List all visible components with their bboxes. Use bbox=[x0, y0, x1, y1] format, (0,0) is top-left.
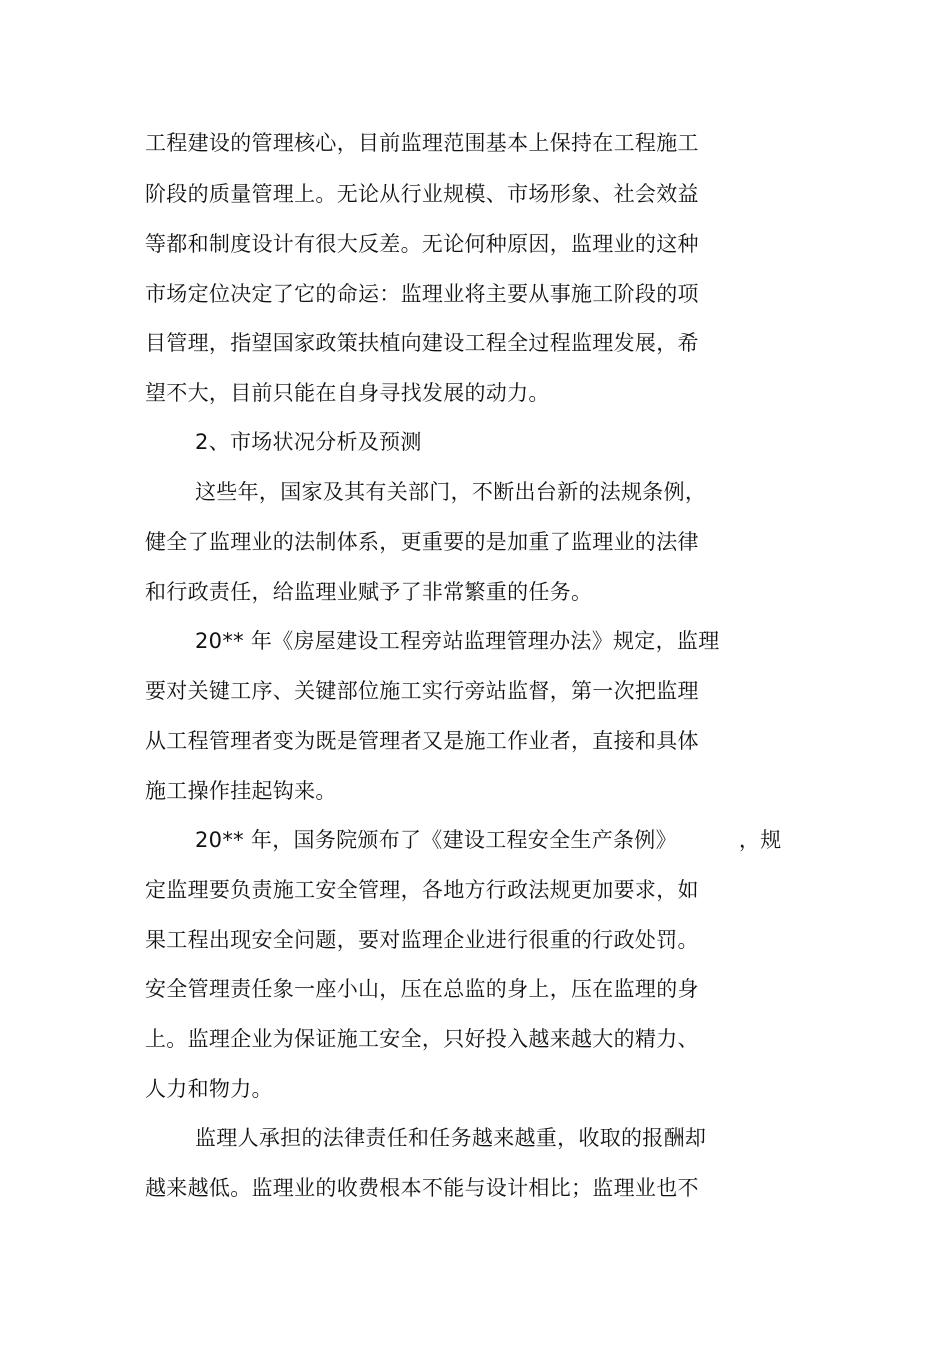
text-line: 目管理，指望国家政策扶植向建设工程全过程监理发展，希 bbox=[145, 331, 699, 355]
section-heading: 2、市场状况分析及预测 bbox=[195, 430, 422, 454]
text-line: 工程建设的管理核心，目前监理范围基本上保持在工程施工 bbox=[145, 131, 699, 155]
text-line: 健全了监理业的法制体系，更重要的是加重了监理业的法律 bbox=[145, 530, 699, 554]
text-line: 阶段的质量管理上。无论从行业规模、市场形象、社会效益 bbox=[145, 182, 699, 206]
text-line: 上。监理企业为保证施工安全，只好投入越来越大的精力、 bbox=[145, 1027, 699, 1051]
text-line: 果工程出现安全问题，要对监理企业进行很重的行政处罚。 bbox=[145, 928, 699, 952]
text-line: 越来越低。监理业的收费根本不能与设计相比；监理业也不 bbox=[145, 1176, 699, 1200]
text-line: 这些年，国家及其有关部门，不断出台新的法规条例， bbox=[195, 480, 707, 504]
text-line: 20** 年《房屋建设工程旁站监理管理办法》规定，监理 bbox=[195, 629, 720, 653]
text-line: 监理人承担的法律责任和任务越来越重，收取的报酬却 bbox=[195, 1126, 707, 1150]
text-line: 市场定位决定了它的命运：监理业将主要从事施工阶段的项 bbox=[145, 282, 699, 306]
text-line: 从工程管理者变为既是管理者又是施工作业者，直接和具体 bbox=[145, 729, 699, 753]
text-line: 定监理要负责施工安全管理，各地方行政法规更加要求，如 bbox=[145, 878, 699, 902]
text-line: 和行政责任，给监理业赋予了非常繁重的任务。 bbox=[145, 580, 593, 604]
text-line: 望不大，目前只能在自身寻找发展的动力。 bbox=[145, 381, 550, 405]
text-line: 施工操作挂起钩来。 bbox=[145, 779, 337, 803]
text-segment: ，规 bbox=[738, 828, 782, 852]
text-line bbox=[195, 826, 782, 854]
text-line: 要对关键工序、关键部位施工实行旁站监督，第一次把监理 bbox=[145, 679, 699, 703]
text-line: 等都和制度设计有很大反差。无论何种原因，监理业的这种 bbox=[145, 232, 699, 256]
text-segment: 20** 年，国务院颁布了《建设工程安全生产条例》 bbox=[195, 828, 677, 852]
text-line: 安全管理责任象一座小山，压在总监的身上，压在监理的身 bbox=[145, 977, 699, 1001]
text-line: 人力和物力。 bbox=[145, 1077, 273, 1101]
